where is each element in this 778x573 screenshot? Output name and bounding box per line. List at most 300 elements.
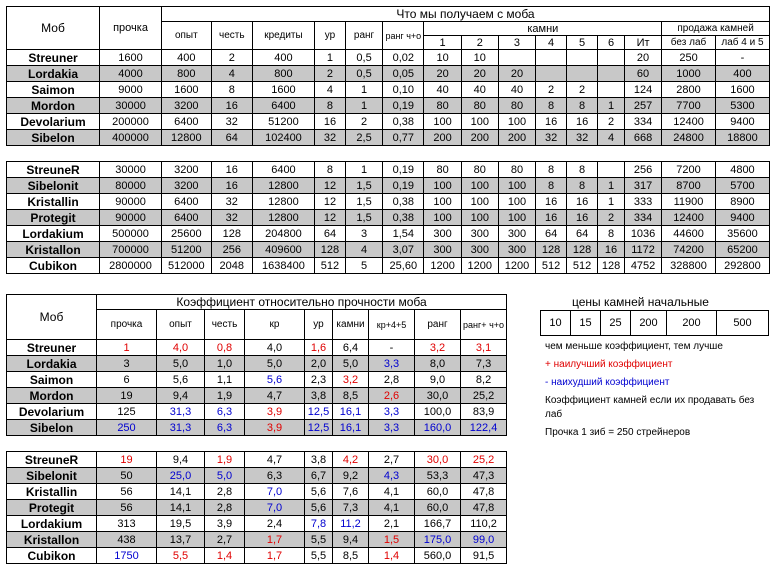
rang-cell: 0,5 bbox=[345, 66, 382, 82]
chest-cell: 1,0 bbox=[205, 356, 245, 372]
k4-cell: 8 bbox=[536, 98, 567, 114]
mob-name-cell: Cubikon bbox=[7, 258, 100, 274]
rang-cell: 8,0 bbox=[415, 356, 461, 372]
table-row bbox=[7, 340, 507, 356]
k4-cell: 512 bbox=[536, 258, 567, 274]
kamni-cell: 16,1 bbox=[333, 420, 369, 436]
lab-cell: 292800 bbox=[715, 258, 769, 274]
k4-cell: 8 bbox=[536, 162, 567, 178]
bez-cell: 8700 bbox=[662, 178, 716, 194]
prices-table bbox=[540, 310, 769, 336]
chest-cell: 3,9 bbox=[205, 516, 245, 532]
mob-name-cell: Protegit bbox=[7, 210, 100, 226]
k2-cell: 100 bbox=[461, 114, 498, 130]
prochka-cell: 250 bbox=[97, 420, 157, 436]
price-value: 10 bbox=[541, 311, 571, 336]
opyt-cell: 31,3 bbox=[157, 404, 205, 420]
it-cell: 124 bbox=[624, 82, 661, 98]
kamni-header: камни bbox=[424, 22, 662, 36]
lab-cell: 65200 bbox=[715, 242, 769, 258]
rang-cell: 60,0 bbox=[415, 484, 461, 500]
k5-cell: 8 bbox=[567, 162, 598, 178]
opyt-cell: 14,1 bbox=[157, 484, 205, 500]
rang_chu-cell: 25,2 bbox=[461, 452, 507, 468]
kredity-cell: 409600 bbox=[252, 242, 314, 258]
table-row bbox=[7, 388, 507, 404]
kredity-cell: 12800 bbox=[252, 210, 314, 226]
rang_chu-cell: 0,38 bbox=[383, 114, 424, 130]
rang-cell: 9,0 bbox=[415, 372, 461, 388]
kamen-5-header: 5 bbox=[567, 36, 598, 50]
chest-cell: 2,7 bbox=[205, 532, 245, 548]
k1-cell: 1200 bbox=[424, 258, 461, 274]
rang_chu-cell: 8,2 bbox=[461, 372, 507, 388]
rang_chu-cell: 99,0 bbox=[461, 532, 507, 548]
kr45-cell: 4,3 bbox=[369, 468, 415, 484]
kr-cell: 4,7 bbox=[245, 452, 305, 468]
ratio-table bbox=[6, 294, 507, 564]
k4-cell bbox=[536, 50, 567, 66]
note-stones-b: лаб bbox=[545, 409, 563, 420]
opyt-cell: 3200 bbox=[162, 98, 212, 114]
it-cell: 20 bbox=[624, 50, 661, 66]
lab-cell: 4800 bbox=[715, 162, 769, 178]
kamen-3-header: 3 bbox=[498, 36, 535, 50]
k4-cell: 128 bbox=[536, 242, 567, 258]
mob-name-cell: StreuneR bbox=[7, 162, 100, 178]
k3-cell: 80 bbox=[498, 162, 535, 178]
it-cell: 317 bbox=[624, 178, 661, 194]
k1-cell: 10 bbox=[424, 50, 461, 66]
k5-cell: 8 bbox=[567, 178, 598, 194]
note-prochka: Прочка 1 зиб = 250 стрейнеров bbox=[545, 427, 691, 438]
k3-cell: 40 bbox=[498, 82, 535, 98]
opyt-cell: 512000 bbox=[162, 258, 212, 274]
table-row bbox=[7, 98, 770, 114]
kredity-cell: 12800 bbox=[252, 178, 314, 194]
prochka-cell: 125 bbox=[97, 404, 157, 420]
price-value: 200 bbox=[631, 311, 667, 336]
table-row bbox=[7, 452, 507, 468]
k5-cell: 16 bbox=[567, 210, 598, 226]
prochka-cell: 6 bbox=[97, 372, 157, 388]
ur-cell: 8 bbox=[314, 162, 345, 178]
table-row bbox=[7, 210, 770, 226]
kr-cell: 6,3 bbox=[245, 468, 305, 484]
ur-cell: 12 bbox=[314, 210, 345, 226]
k5-cell bbox=[567, 50, 598, 66]
itogo-header: Ит bbox=[624, 36, 661, 50]
k5-cell bbox=[567, 66, 598, 82]
prochka-cell: 50 bbox=[97, 468, 157, 484]
it-cell: 60 bbox=[624, 66, 661, 82]
k2-cell: 80 bbox=[461, 162, 498, 178]
lab-cell: - bbox=[715, 50, 769, 66]
lab-cell: 1600 bbox=[715, 82, 769, 98]
kr45-cell: 1,5 bbox=[369, 532, 415, 548]
ur-cell: 12,5 bbox=[305, 420, 333, 436]
rang-cell: 1,5 bbox=[345, 210, 382, 226]
note-worst: - наихудший коэффициент bbox=[545, 377, 670, 388]
table-row bbox=[7, 82, 770, 98]
table-row bbox=[7, 500, 507, 516]
k6-cell bbox=[598, 50, 625, 66]
rang_chu-cell: 0,19 bbox=[383, 178, 424, 194]
rang-cell: 3,2 bbox=[415, 340, 461, 356]
kamni-cell: 4,2 bbox=[333, 452, 369, 468]
prochka2-header: прочка bbox=[97, 310, 157, 340]
k5-cell: 64 bbox=[567, 226, 598, 242]
mob-name-cell: Sibelon bbox=[7, 130, 100, 146]
rang-cell: 1,5 bbox=[345, 194, 382, 210]
opyt-cell: 3200 bbox=[162, 178, 212, 194]
chest-cell: 16 bbox=[211, 162, 252, 178]
rang_chu-cell: 0,19 bbox=[383, 98, 424, 114]
prodazha-header: продажа камней bbox=[662, 22, 770, 36]
prochka-cell: 90000 bbox=[100, 210, 162, 226]
prochka-cell: 30000 bbox=[100, 98, 162, 114]
k6-cell: 1 bbox=[598, 98, 625, 114]
table2-title: Коэффициент относительно прочности моба bbox=[97, 295, 507, 310]
it-cell: 256 bbox=[624, 162, 661, 178]
ur-cell: 5,5 bbox=[305, 532, 333, 548]
it-cell: 1172 bbox=[624, 242, 661, 258]
kr45-cell: 3,3 bbox=[369, 404, 415, 420]
lab-cell: 8900 bbox=[715, 194, 769, 210]
rang_chu-cell: 0,77 bbox=[383, 130, 424, 146]
chest-cell: 2048 bbox=[211, 258, 252, 274]
rang_chu-cell: 110,2 bbox=[461, 516, 507, 532]
chest-cell: 5,0 bbox=[205, 468, 245, 484]
chest-cell: 256 bbox=[211, 242, 252, 258]
opyt-cell: 5,5 bbox=[157, 548, 205, 564]
ur-cell: 5,6 bbox=[305, 500, 333, 516]
rang-cell: 1 bbox=[345, 98, 382, 114]
kredity-cell: 6400 bbox=[252, 162, 314, 178]
k5-cell: 2 bbox=[567, 82, 598, 98]
k6-cell: 128 bbox=[598, 258, 625, 274]
rang_chu-cell: 91,5 bbox=[461, 548, 507, 564]
lab-cell: 9400 bbox=[715, 210, 769, 226]
prochka-cell: 80000 bbox=[100, 178, 162, 194]
rang-cell: 160,0 bbox=[415, 420, 461, 436]
mob-name-cell: Sibelonit bbox=[7, 468, 97, 484]
kr45-cell: 2,1 bbox=[369, 516, 415, 532]
prochka-cell: 200000 bbox=[100, 114, 162, 130]
chest-header: честь bbox=[211, 22, 252, 50]
table-row bbox=[7, 548, 507, 564]
prochka-cell: 56 bbox=[97, 484, 157, 500]
chest-cell: 32 bbox=[211, 194, 252, 210]
k1-cell: 100 bbox=[424, 210, 461, 226]
kredity-cell: 51200 bbox=[252, 114, 314, 130]
bez-cell: 2800 bbox=[662, 82, 716, 98]
k3-cell: 80 bbox=[498, 98, 535, 114]
ur-header: ур bbox=[314, 22, 345, 50]
rang-chu-header: ранг ч+о bbox=[383, 22, 424, 50]
chest-cell: 64 bbox=[211, 130, 252, 146]
rang_chu-cell: 47,3 bbox=[461, 468, 507, 484]
ur-cell: 2,0 bbox=[305, 356, 333, 372]
rang_chu-cell: 0,05 bbox=[383, 66, 424, 82]
mob-name-cell: Streuner bbox=[7, 340, 97, 356]
kr-cell: 5,6 bbox=[245, 372, 305, 388]
kamni-cell: 6,4 bbox=[333, 340, 369, 356]
bez-cell: 7200 bbox=[662, 162, 716, 178]
opyt-header: опыт bbox=[162, 22, 212, 50]
kamen-4-header: 4 bbox=[536, 36, 567, 50]
chest-cell: 1,4 bbox=[205, 548, 245, 564]
rang-cell: 100,0 bbox=[415, 404, 461, 420]
lab-cell: 18800 bbox=[715, 130, 769, 146]
kamni-cell: 7,6 bbox=[333, 484, 369, 500]
price-value: 500 bbox=[717, 311, 769, 336]
mob-header: Моб bbox=[7, 7, 100, 50]
it-cell: 1036 bbox=[624, 226, 661, 242]
k1-cell: 300 bbox=[424, 226, 461, 242]
note-best: + наилучший коэффициент bbox=[545, 359, 673, 370]
k6-cell: 8 bbox=[598, 226, 625, 242]
it-cell: 334 bbox=[624, 210, 661, 226]
ur-cell: 1,6 bbox=[305, 340, 333, 356]
kamni-cell: 8,5 bbox=[333, 548, 369, 564]
rang-cell: 166,7 bbox=[415, 516, 461, 532]
k2-cell: 200 bbox=[461, 130, 498, 146]
kredity-header: кредиты bbox=[252, 22, 314, 50]
table-row bbox=[7, 162, 770, 178]
kredity-cell: 800 bbox=[252, 66, 314, 82]
table-row bbox=[7, 356, 507, 372]
kr-cell: 7,0 bbox=[245, 484, 305, 500]
k6-cell: 1 bbox=[598, 194, 625, 210]
kr-cell: 5,0 bbox=[245, 356, 305, 372]
k6-cell bbox=[598, 66, 625, 82]
price-value: 200 bbox=[667, 311, 717, 336]
k6-cell bbox=[598, 162, 625, 178]
prochka-cell: 400000 bbox=[100, 130, 162, 146]
chest-cell: 6,3 bbox=[205, 420, 245, 436]
kredity-cell: 1638400 bbox=[252, 258, 314, 274]
chest-cell: 1,9 bbox=[205, 388, 245, 404]
k4-cell: 64 bbox=[536, 226, 567, 242]
kredity-cell: 204800 bbox=[252, 226, 314, 242]
table-row bbox=[7, 532, 507, 548]
chest-cell: 0,8 bbox=[205, 340, 245, 356]
prices-title: цены камней начальные bbox=[572, 295, 709, 309]
ur-cell: 32 bbox=[314, 130, 345, 146]
prochka-cell: 19 bbox=[97, 452, 157, 468]
k6-cell: 2 bbox=[598, 114, 625, 130]
opyt-cell: 4,0 bbox=[157, 340, 205, 356]
mob-name-cell: Sibelon bbox=[7, 420, 97, 436]
rang_chu-cell: 3,1 bbox=[461, 340, 507, 356]
k5-cell: 16 bbox=[567, 194, 598, 210]
k1-cell: 200 bbox=[424, 130, 461, 146]
opyt-cell: 31,3 bbox=[157, 420, 205, 436]
kr-cell: 7,0 bbox=[245, 500, 305, 516]
kredity-cell: 400 bbox=[252, 50, 314, 66]
rang-cell: 2 bbox=[345, 114, 382, 130]
ur-cell: 8 bbox=[314, 98, 345, 114]
ur-cell: 16 bbox=[314, 114, 345, 130]
ur-cell: 2 bbox=[314, 66, 345, 82]
bez-lab-header: без лаб bbox=[662, 36, 716, 50]
k5-cell: 32 bbox=[567, 130, 598, 146]
bez-cell: 12400 bbox=[662, 114, 716, 130]
kr45-cell: 4,1 bbox=[369, 484, 415, 500]
k2-cell: 300 bbox=[461, 226, 498, 242]
rang_chu-cell: 0,02 bbox=[383, 50, 424, 66]
bez-cell: 12400 bbox=[662, 210, 716, 226]
kamen-1-header: 1 bbox=[424, 36, 461, 50]
rang_chu-cell: 3,07 bbox=[383, 242, 424, 258]
k2-cell: 40 bbox=[461, 82, 498, 98]
rang-header: ранг bbox=[345, 22, 382, 50]
opyt-cell: 5,6 bbox=[157, 372, 205, 388]
mob2-header: Моб bbox=[7, 295, 97, 340]
prochka-cell: 700000 bbox=[100, 242, 162, 258]
kredity-cell: 6400 bbox=[252, 98, 314, 114]
k2-cell: 80 bbox=[461, 98, 498, 114]
chest-cell: 2,8 bbox=[205, 500, 245, 516]
rang_chu-cell: 1,54 bbox=[383, 226, 424, 242]
k4-cell: 16 bbox=[536, 210, 567, 226]
prochka-cell: 313 bbox=[97, 516, 157, 532]
prochka-cell: 438 bbox=[97, 532, 157, 548]
kamni-cell: 9,2 bbox=[333, 468, 369, 484]
rang-cell: 560,0 bbox=[415, 548, 461, 564]
ur-cell: 12 bbox=[314, 178, 345, 194]
ur2-header: ур bbox=[305, 310, 333, 340]
k3-cell: 1200 bbox=[498, 258, 535, 274]
prochka-header: прочка bbox=[100, 7, 162, 50]
opyt-cell: 6400 bbox=[162, 114, 212, 130]
table-row bbox=[7, 66, 770, 82]
ur-cell: 12 bbox=[314, 194, 345, 210]
opyt-cell: 6400 bbox=[162, 194, 212, 210]
k5-cell: 16 bbox=[567, 114, 598, 130]
rang_chu-cell: 83,9 bbox=[461, 404, 507, 420]
bez-cell: 250 bbox=[662, 50, 716, 66]
kamni-cell: 16,1 bbox=[333, 404, 369, 420]
table-row bbox=[7, 50, 770, 66]
k6-cell bbox=[598, 82, 625, 98]
k4-cell: 16 bbox=[536, 114, 567, 130]
kamni-cell: 11,2 bbox=[333, 516, 369, 532]
opyt-cell: 19,5 bbox=[157, 516, 205, 532]
mob-name-cell: Saimon bbox=[7, 372, 97, 388]
k6-cell: 2 bbox=[598, 210, 625, 226]
k4-cell: 2 bbox=[536, 82, 567, 98]
it-cell: 334 bbox=[624, 114, 661, 130]
kamni-cell: 5,0 bbox=[333, 356, 369, 372]
chest-cell: 1,9 bbox=[205, 452, 245, 468]
rang_chu-cell: 25,2 bbox=[461, 388, 507, 404]
lab-cell: 9400 bbox=[715, 114, 769, 130]
k1-cell: 80 bbox=[424, 162, 461, 178]
prochka-cell: 9000 bbox=[100, 82, 162, 98]
table-row bbox=[7, 114, 770, 130]
it-cell: 333 bbox=[624, 194, 661, 210]
kr-cell: 1,7 bbox=[245, 548, 305, 564]
k6-cell: 1 bbox=[598, 178, 625, 194]
k1-cell: 80 bbox=[424, 98, 461, 114]
k2-cell: 100 bbox=[461, 194, 498, 210]
table-row bbox=[7, 242, 770, 258]
bez-cell: 24800 bbox=[662, 130, 716, 146]
ur-cell: 12,5 bbox=[305, 404, 333, 420]
mob-name-cell: Protegit bbox=[7, 500, 97, 516]
table1-title: Что мы получаем с моба bbox=[162, 7, 770, 22]
rang_chu-cell: 122,4 bbox=[461, 420, 507, 436]
mob-name-cell: Sibelonit bbox=[7, 178, 100, 194]
mob-name-cell: Saimon bbox=[7, 82, 100, 98]
k3-cell bbox=[498, 50, 535, 66]
it-cell: 4752 bbox=[624, 258, 661, 274]
table-row bbox=[7, 404, 507, 420]
kamni-cell: 3,2 bbox=[333, 372, 369, 388]
opyt-cell: 1600 bbox=[162, 82, 212, 98]
bez-cell: 7700 bbox=[662, 98, 716, 114]
opyt-cell: 6400 bbox=[162, 210, 212, 226]
chest-cell: 1,1 bbox=[205, 372, 245, 388]
kr45-header: кр+4+5 bbox=[369, 310, 415, 340]
lab-cell: 5700 bbox=[715, 178, 769, 194]
opyt-cell: 9,4 bbox=[157, 452, 205, 468]
kamen-2-header: 2 bbox=[461, 36, 498, 50]
note-stones-a: Коэффициент камней если их продавать без bbox=[545, 395, 755, 406]
mob-name-cell: Devolarium bbox=[7, 404, 97, 420]
table-row bbox=[7, 516, 507, 532]
rang-cell: 53,3 bbox=[415, 468, 461, 484]
table-row bbox=[7, 420, 507, 436]
k2-cell: 10 bbox=[461, 50, 498, 66]
chest-cell: 2 bbox=[211, 50, 252, 66]
opyt-cell: 400 bbox=[162, 50, 212, 66]
kr2-header: кр bbox=[245, 310, 305, 340]
ur-cell: 1 bbox=[314, 50, 345, 66]
price-value: 15 bbox=[571, 311, 601, 336]
k3-cell: 100 bbox=[498, 194, 535, 210]
prochka-cell: 4000 bbox=[100, 66, 162, 82]
prochka-cell: 3 bbox=[97, 356, 157, 372]
chest2-header: честь bbox=[205, 310, 245, 340]
kr45-cell: 3,3 bbox=[369, 420, 415, 436]
rang-cell: 2,5 bbox=[345, 130, 382, 146]
k4-cell: 8 bbox=[536, 178, 567, 194]
rang_chu-cell: 7,3 bbox=[461, 356, 507, 372]
rang-cell: 0,5 bbox=[345, 50, 382, 66]
mob-name-cell: Streuner bbox=[7, 50, 100, 66]
lab-cell: 35600 bbox=[715, 226, 769, 242]
table-row bbox=[7, 226, 770, 242]
k6-cell: 4 bbox=[598, 130, 625, 146]
opyt-cell: 14,1 bbox=[157, 500, 205, 516]
rang-cell: 1 bbox=[345, 162, 382, 178]
rang-chu2-header: ранг+ ч+о bbox=[461, 310, 507, 340]
chest-cell: 32 bbox=[211, 114, 252, 130]
opyt-cell: 13,7 bbox=[157, 532, 205, 548]
prochka-cell: 2800000 bbox=[100, 258, 162, 274]
kr45-cell: 3,3 bbox=[369, 356, 415, 372]
k4-cell: 32 bbox=[536, 130, 567, 146]
prochka-cell: 90000 bbox=[100, 194, 162, 210]
opyt-cell: 800 bbox=[162, 66, 212, 82]
ur-cell: 512 bbox=[314, 258, 345, 274]
ur-cell: 4 bbox=[314, 82, 345, 98]
opyt-cell: 5,0 bbox=[157, 356, 205, 372]
kamni2-header: камни bbox=[333, 310, 369, 340]
